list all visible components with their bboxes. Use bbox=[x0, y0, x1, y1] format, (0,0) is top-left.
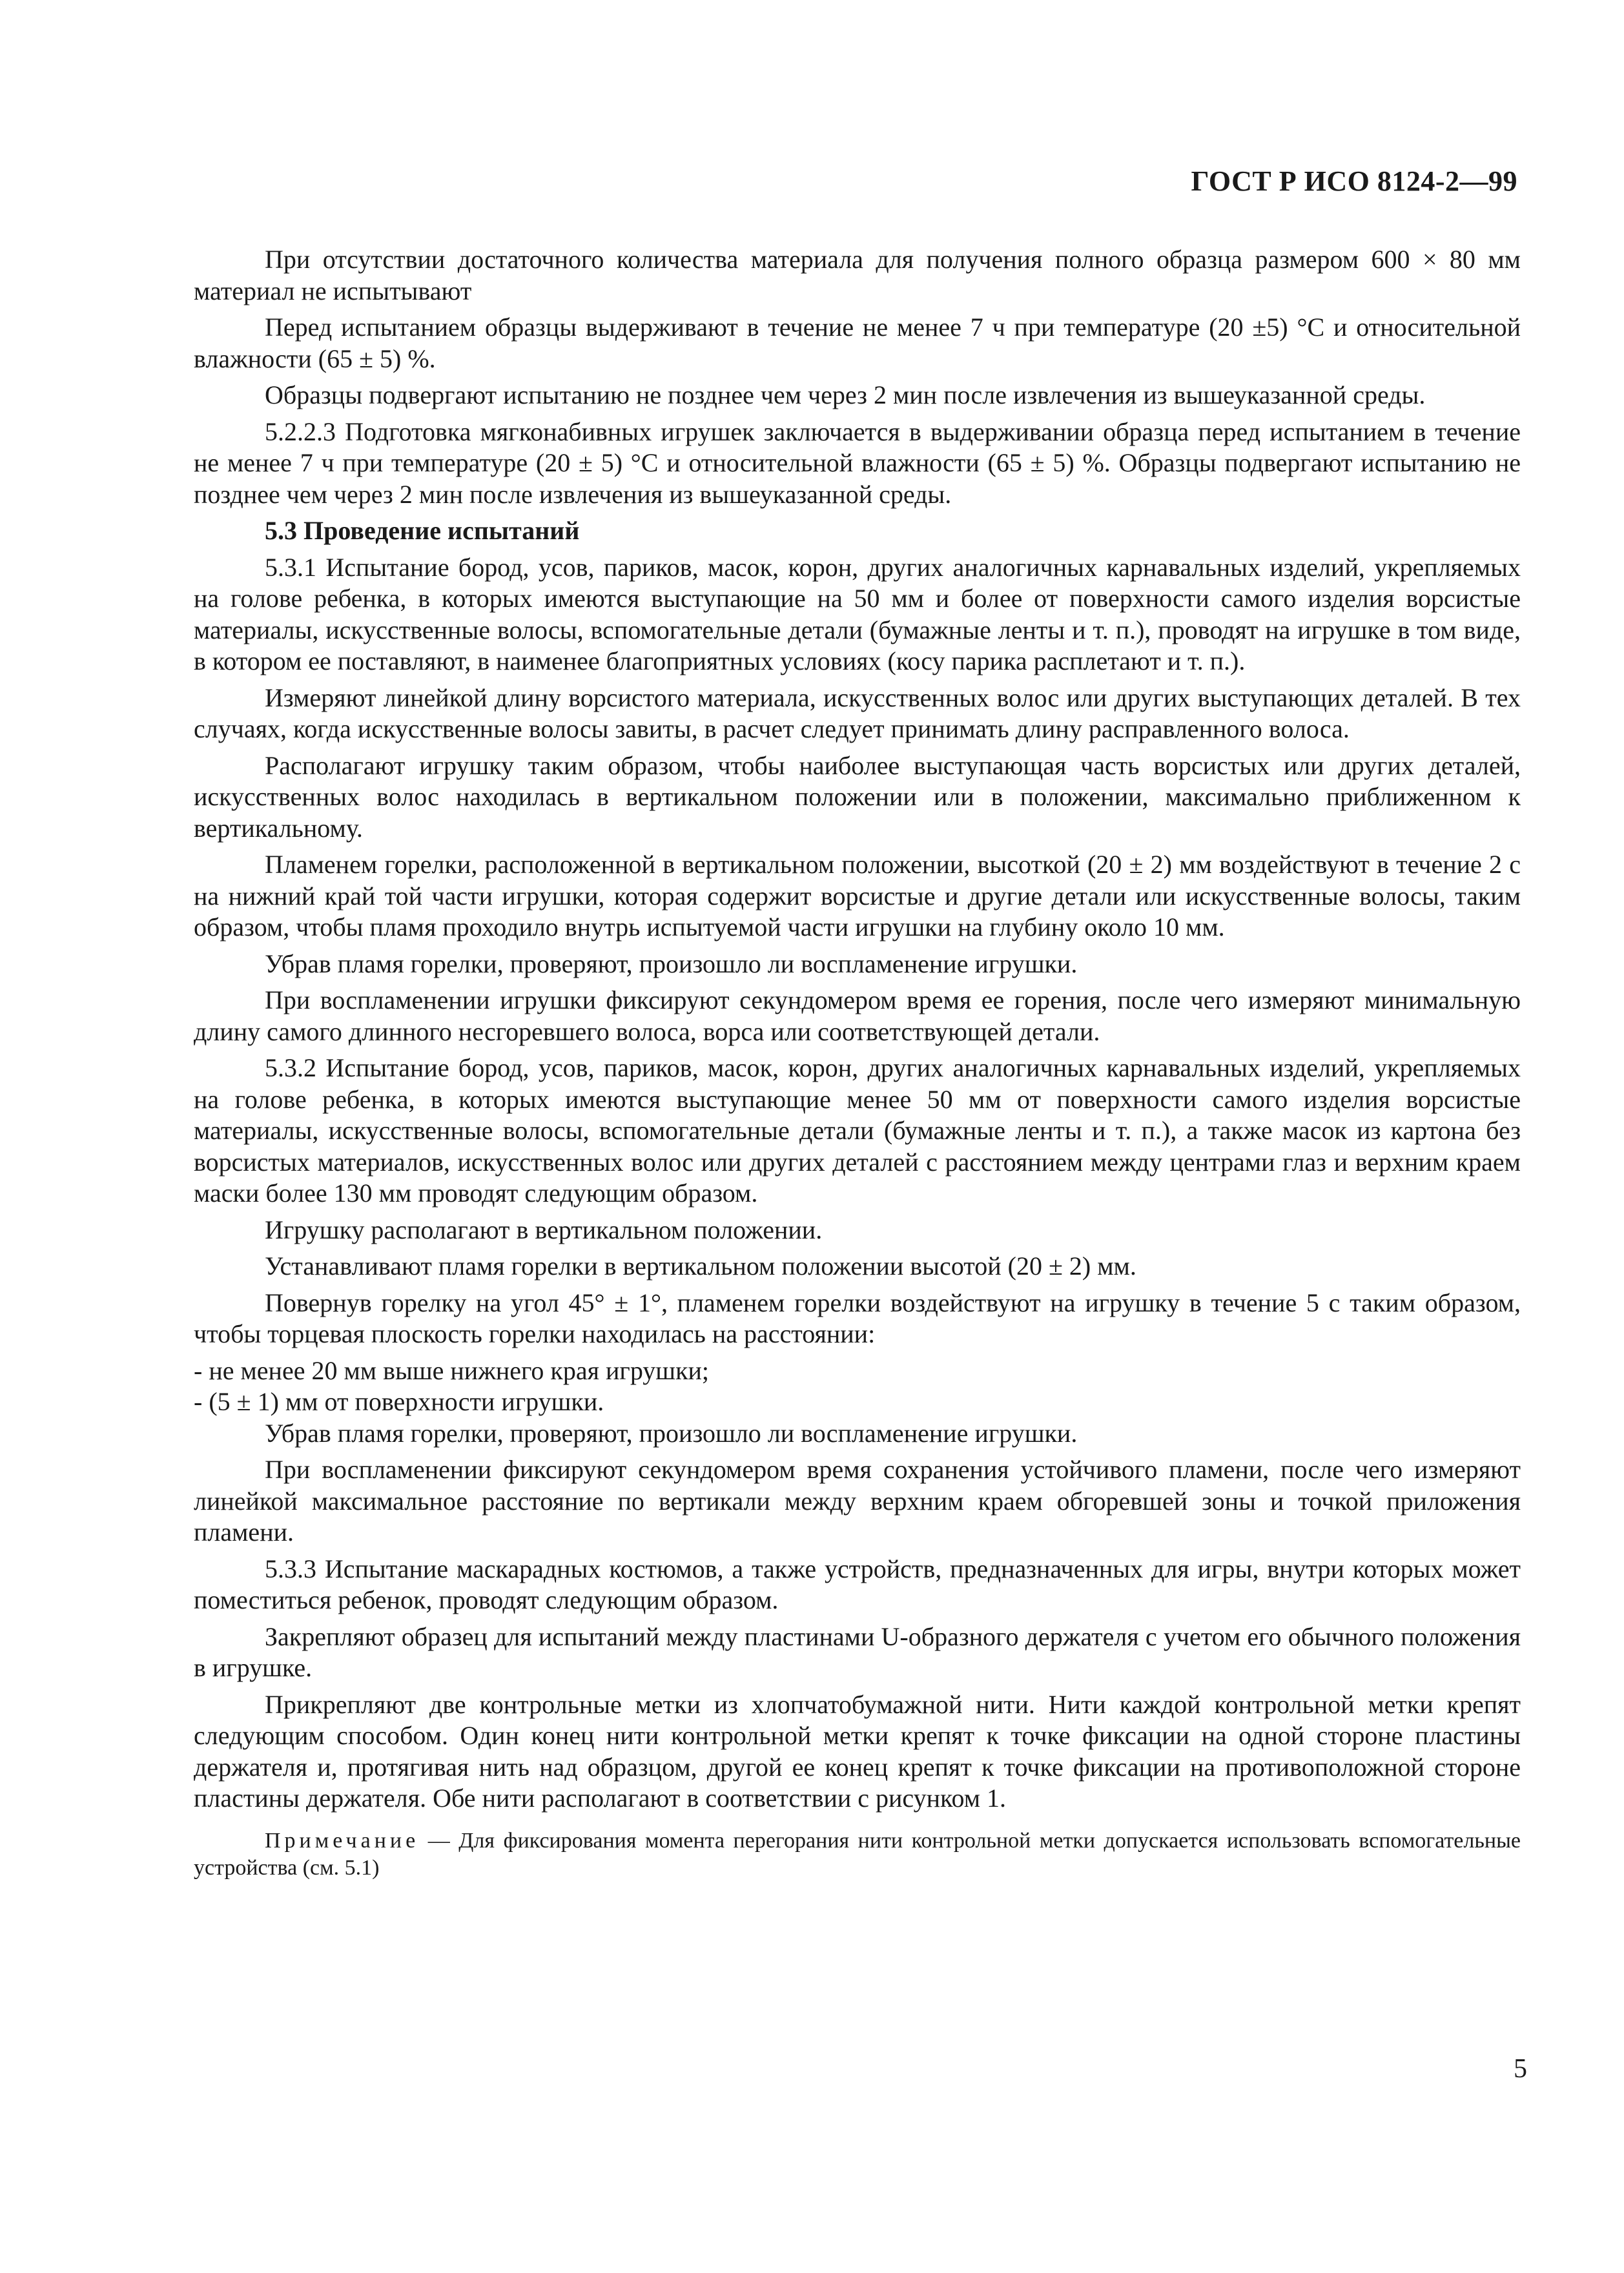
paragraph: Повернув горелку на угол 45° ± 1°, пламенем горелки воздействуют на игрушку в течение 5 с таким образом, чтобы торцевая плоскость горелки находилась на расстоянии: bbox=[194, 1288, 1521, 1348]
paragraph: Перед испытанием образцы выдерживают в течение не менее 7 ч при температуре (20 ±5) °С и относительной влажности (65 ± 5) %. bbox=[194, 313, 1521, 373]
page-body bbox=[194, 244, 1521, 1887]
note bbox=[194, 1827, 1521, 1882]
paragraph: 5.3.1 Испытание бород, усов, париков, масок, корон, других аналогичных карнавальных изделий, укрепляемых на голове ребенка, в которых имеются выступающие на 50 мм и более от поверхности самого изделия ворсистые материалы, искусственные волосы, вспомогательные детали (бумажные ленты и т. п.), проводят на игрушке в том виде, в котором ее поставляют, в наименее благоприятных условиях (косу парика расплетают и т. п.). bbox=[194, 552, 1521, 675]
list-item: - не менее 20 мм выше нижнего края игрушки; bbox=[194, 1355, 710, 1385]
paragraph: Игрушку располагают в вертикальном положении. bbox=[265, 1215, 823, 1244]
paragraph: При воспламенении фиксируют секундомером время сохранения устойчивого пламени, после чего измеряют линейкой максимальное расстояние по вертикали между верхним краем обгоревшей зоны и точкой приложения пламени. bbox=[194, 1455, 1521, 1547]
paragraph: При отсутствии достаточного количества материала для получения полного образца размером 600 × 80 мм материал не испытывают bbox=[194, 245, 1521, 305]
paragraph: Закрепляют образец для испытаний между пластинами U-образного держателя с учетом его обычного положения в игрушке. bbox=[194, 1621, 1521, 1682]
paragraph: Измеряют линейкой длину ворсистого материала, искусственных волос или других выступающих деталей. В тех случаях, когда искусственные волосы завиты, в расчет следует принимать длину расправленного волоса. bbox=[194, 683, 1521, 743]
paragraph: При воспламенении игрушки фиксируют секундомером время ее горения, после чего измеряют минимальную длину самого длинного несгоревшего волоса, ворса или соответствующей детали. bbox=[194, 985, 1521, 1046]
paragraph: Убрав пламя горелки, проверяют, произошло ли воспламенение игрушки. bbox=[265, 1418, 1078, 1448]
note-text: — Для фиксирования момента перегорания нити контрольной метки допускается использовать вспомогательные устройства (см. 5.1) bbox=[194, 1828, 1521, 1880]
list-item: - (5 ± 1) мм от поверхности игрушки. bbox=[194, 1387, 604, 1416]
paragraph: 5.2.2.3 Подготовка мягконабивных игрушек заключается в выдерживании образца перед испытанием в течение не менее 7 ч при температуре (20 ± 5) °С и относительной влажности (65 ± 5) %. Образцы подвергают испытанию не позднее чем через 2 мин после извлечения из вышеуказанной среды. bbox=[194, 417, 1521, 509]
section-title: 5.3 Проведение испытаний bbox=[265, 516, 580, 545]
paragraph: Устанавливают пламя горелки в вертикальном положении высотой (20 ± 2) мм. bbox=[265, 1251, 1136, 1280]
paragraph: Убрав пламя горелки, проверяют, произошло ли воспламенение игрушки. bbox=[265, 949, 1078, 978]
paragraph: Образцы подвергают испытанию не позднее чем через 2 мин после извлечения из вышеуказанной среды. bbox=[265, 380, 1426, 409]
paragraph: Располагают игрушку таким образом, чтобы наиболее выступающая часть ворсистых или других деталей, искусственных волос находилась в вертикальном положении или в положении, максимально приближенном к вертикальному. bbox=[194, 750, 1521, 843]
note-label: Примечание bbox=[265, 1828, 420, 1853]
paragraph: Пламенем горелки, расположенной в вертикальном положении, высоткой (20 ± 2) мм воздействуют в течение 2 с на нижний край той части игрушки, которая содержит ворсистые и другие детали или искусственные волосы, таким образом, чтобы пламя проходило внутрь испытуемой части игрушки на глубину около 10 мм. bbox=[194, 850, 1521, 941]
page-number: 5 bbox=[1514, 2054, 1527, 2084]
document-header: ГОСТ Р ИСО 8124-2—99 bbox=[1191, 165, 1517, 197]
paragraph: 5.3.3 Испытание маскарадных костюмов, а также устройств, предназначенных для игры, внутри которых может поместиться ребенок, проводят следующим образом. bbox=[194, 1554, 1521, 1614]
paragraph: Прикрепляют две контрольные метки из хлопчатобумажной нити. Нити каждой контрольной метки крепят следующим способом. Один конец нити контрольной метки крепят к точке фиксации на одной стороне пластины держателя и, протягивая нить над образцом, другой ее конец крепят к точке фиксации на противоположной стороне пластины держателя. Обе нити располагают в соответствии с рисунком 1. bbox=[194, 1689, 1521, 1813]
paragraph: 5.3.2 Испытание бород, усов, париков, масок, корон, других аналогичных карнавальных изделий, укрепляемых на голове ребенка, в которых имеются выступающие менее 50 мм от поверхности самого изделия ворсистые материалы, искусственные волосы, вспомогательные детали (бумажные ленты и т. п.), а также масок из картона без ворсистых материалов, искусственных волос или других деталей с расстоянием между центрами глаз и верхним краем маски более 130 мм проводят следующим образом. bbox=[194, 1053, 1521, 1208]
